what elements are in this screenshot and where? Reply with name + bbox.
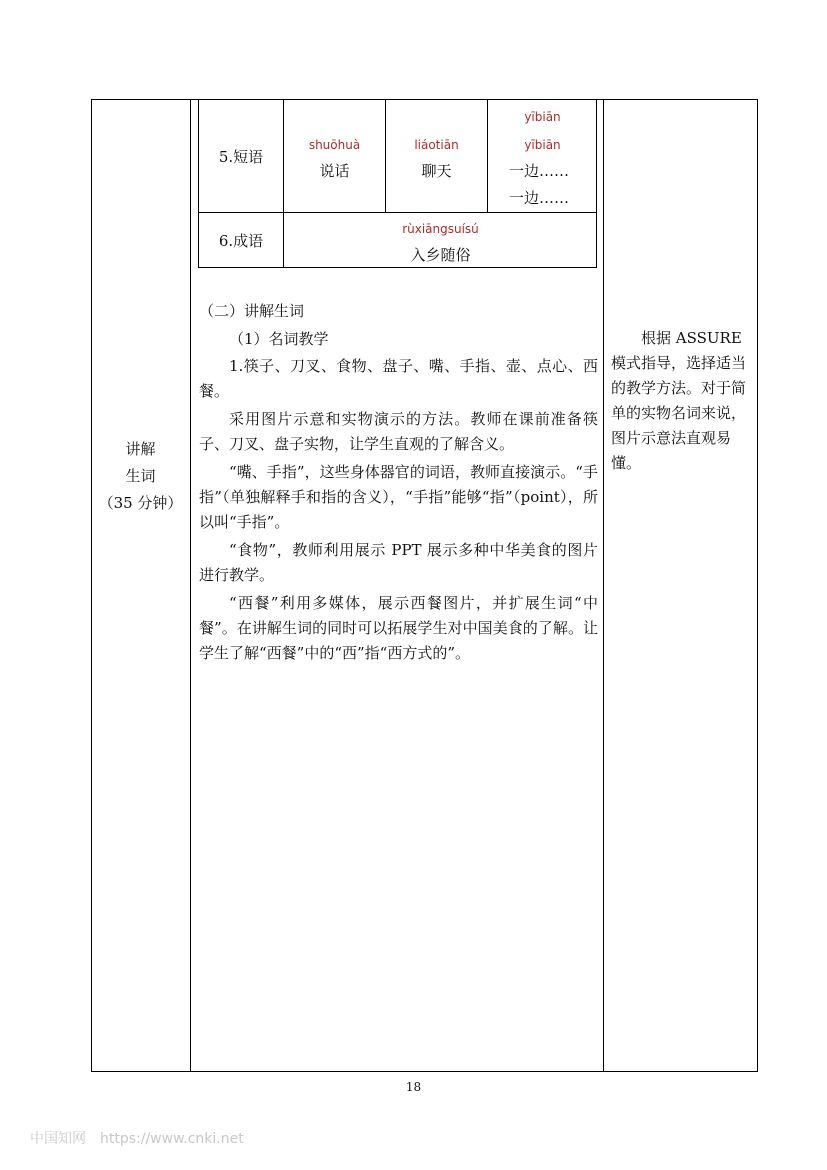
body-paragraph: 采用图片示意和实物演示的方法。教师在课前准备筷子、刀叉、盘子实物，让学生直观的了解含义。 bbox=[199, 410, 598, 453]
column-divider-right bbox=[603, 99, 604, 1072]
section-label bbox=[92, 436, 189, 517]
section-subheading: （1）名词教学 bbox=[229, 330, 329, 348]
watermark: 中国知网 https://www.cnki.net bbox=[30, 1131, 244, 1147]
vocab-row-divider bbox=[198, 212, 597, 213]
body-paragraph: 1.筷子、刀叉、食物、盘子、嘴、手指、壶、点心、西餐。 bbox=[199, 357, 598, 400]
vocab-word: 聊天 bbox=[421, 162, 452, 180]
vocab-word: 入乡随俗 bbox=[410, 246, 471, 264]
vocab-word: 一边…… bbox=[509, 162, 570, 180]
body-paragraph: “嘴、手指”，这些身体器官的词语，教师直接演示。“手指”（单独解释手和指的含义），“手指”能够“指”（point），所以叫“手指”。 bbox=[199, 463, 598, 531]
section-label-line: 生词 bbox=[125, 467, 156, 485]
body-paragraph: “食物”，教师利用展示 PPT 展示多种中华美食的图片进行教学。 bbox=[199, 541, 598, 584]
section-body bbox=[199, 354, 598, 666]
section-heading: （二）讲解生词 bbox=[199, 302, 305, 320]
vocab-pinyin: yībiān bbox=[524, 138, 561, 152]
vocab-pinyin: liáotiān bbox=[414, 138, 459, 152]
method-note: 根据 ASSURE 模式指导，选择适当的教学方法。对于简单的实物名词来说，图片示意法直观易懂。 bbox=[611, 329, 747, 472]
vocab-category-idiom: 6.成语 bbox=[218, 232, 264, 250]
vocab-pinyin: yībiān bbox=[524, 110, 561, 124]
section-label-line: （35 分钟） bbox=[98, 494, 183, 512]
page-number: 18 bbox=[405, 1080, 422, 1094]
vocab-category-phrase: 5.短语 bbox=[218, 148, 264, 166]
body-paragraph: “西餐”利用多媒体，展示西餐图片，并扩展生词“中餐”。在讲解生词的同时可以拓展学生对中国美食的了解。让学生了解“西餐”中的“西”指“西方式的”。 bbox=[199, 594, 598, 662]
vocab-col-divider-2 bbox=[385, 99, 386, 212]
vocab-word: 说话 bbox=[319, 162, 350, 180]
section-label-line: 讲解 bbox=[125, 440, 156, 458]
column-divider-left bbox=[190, 99, 191, 1072]
vocab-pinyin: rùxiāngsuísú bbox=[402, 222, 479, 236]
vocab-pinyin: shuōhuà bbox=[308, 138, 361, 152]
vocab-word: 一边…… bbox=[509, 189, 570, 207]
